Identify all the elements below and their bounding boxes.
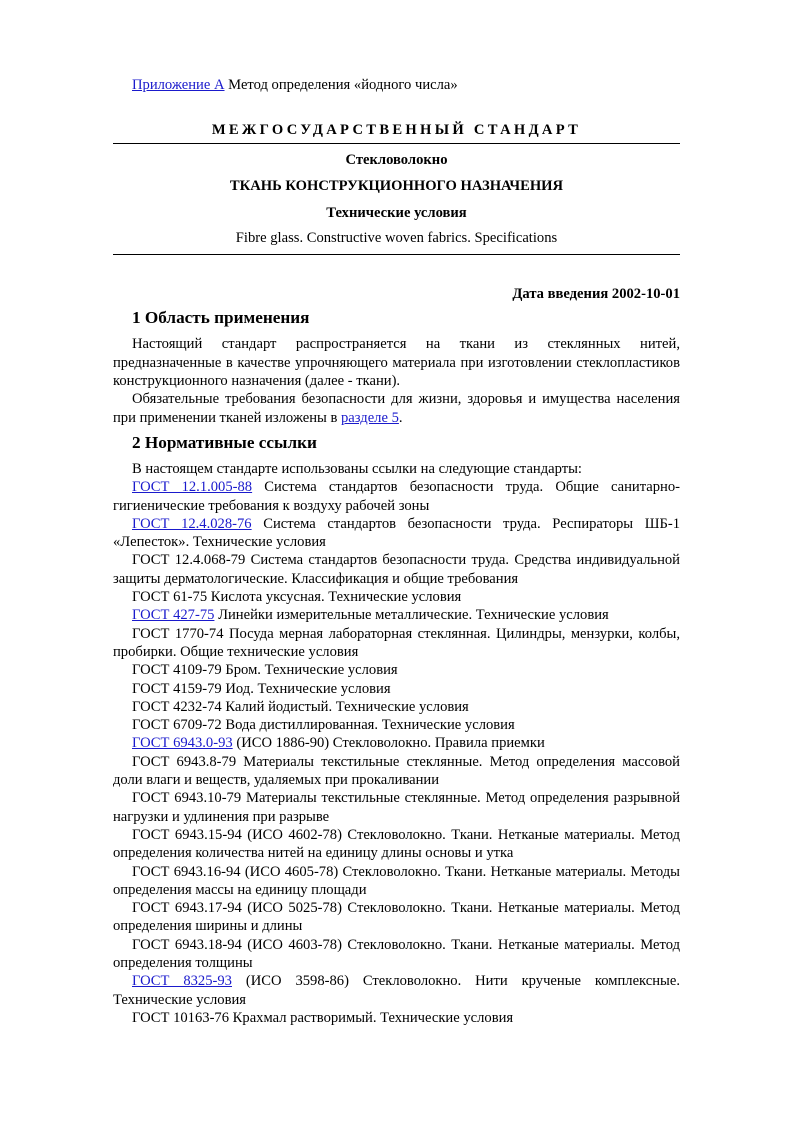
- reference-text: ГОСТ 6943.17-94 (ИСО 5025-78) Стекловолокно. Ткани. Нетканые материалы. Метод определения ширины и длины: [113, 900, 680, 935]
- section-2-intro: В настоящем стандарте использованы ссылки на следующие стандарты:: [132, 460, 582, 477]
- appendix-line: [132, 76, 680, 94]
- title-material: Стекловолокно: [345, 152, 448, 168]
- reference-item: [113, 863, 680, 900]
- reference-text: ГОСТ 6943.18-94 (ИСО 4603-78) Стекловолокно. Ткани. Нетканые материалы. Метод определения толщины: [113, 936, 680, 971]
- section-5-link[interactable]: разделе 5: [341, 409, 399, 426]
- reference-item: [113, 478, 680, 515]
- reference-item: [113, 625, 680, 662]
- reference-item: [113, 899, 680, 936]
- reference-text: ГОСТ 12.4.068-79 Система стандартов безопасности труда. Средства индивидуальной защиты дерматологические. Классификация и общие требования: [113, 552, 680, 587]
- reference-item: [113, 551, 680, 588]
- title-main: ТКАНЬ КОНСТРУКЦИОННОГО НАЗНАЧЕНИЯ: [229, 178, 564, 195]
- reference-text: Система стандартов безопасности труда. Общие санитарно-гигиенические требования к воздуху рабочей зоны: [113, 479, 680, 514]
- reference-text: Линейки измерительные металлические. Технические условия: [214, 607, 609, 624]
- reference-text: ГОСТ 6709-72 Вода дистиллированная. Технические условия: [132, 717, 515, 734]
- reference-item: [113, 680, 680, 698]
- reference-item: [113, 972, 680, 1009]
- reference-text: ГОСТ 4232-74 Калий йодистый. Технические условия: [132, 698, 469, 715]
- reference-text: Система стандартов безопасности труда. Респираторы ШБ-1 «Лепесток». Технические условия: [113, 515, 680, 551]
- bottom-divider: [113, 254, 680, 255]
- title-specifications: Технические условия: [326, 204, 467, 221]
- appendix-a-link[interactable]: Приложение А: [132, 77, 225, 93]
- reference-link[interactable]: ГОСТ 8325-93: [132, 973, 232, 990]
- standard-type-title: МЕЖГОСУДАРСТВЕННЫЙ СТАНДАРТ: [211, 122, 582, 138]
- normative-references-list: [113, 478, 680, 1027]
- reference-link[interactable]: ГОСТ 12.1.005-88: [132, 479, 253, 496]
- reference-text: ГОСТ 6943.8-79 Материалы текстильные стеклянные. Метод определения массовой доли влаги и веществ, удаляемых при прокаливании: [113, 753, 680, 789]
- section-1-heading: 1 Область применения: [132, 308, 310, 328]
- section-1-paragraph-2-end: .: [398, 409, 403, 426]
- reference-text: (ИСО 1886-90) Стекловолокно. Правила приемки: [232, 735, 545, 752]
- reference-item: [113, 588, 680, 606]
- reference-item: [113, 826, 680, 863]
- reference-item: [113, 936, 680, 973]
- reference-text: ГОСТ 1770-74 Посуда мерная лабораторная стеклянная. Цилиндры, мензурки, колбы, пробирки. Общие технические условия: [113, 625, 680, 660]
- section-1-paragraph-2: [113, 390, 680, 427]
- reference-item: [113, 698, 680, 716]
- reference-item: [113, 515, 680, 552]
- reference-text: ГОСТ 61-75 Кислота уксусная. Технические условия: [132, 589, 462, 606]
- reference-item: [113, 789, 680, 826]
- reference-item: [113, 606, 680, 624]
- reference-text: ГОСТ 6943.16-94 (ИСО 4605-78) Стекловолокно. Ткани. Нетканые материалы. Методы определения массы на единицу площади: [113, 863, 680, 898]
- reference-text: ГОСТ 4109-79 Бром. Технические условия: [132, 662, 398, 679]
- reference-text: ГОСТ 4159-79 Иод. Технические условия: [132, 680, 391, 697]
- appendix-a-title: Метод определения «йодного числа»: [224, 77, 458, 93]
- section-1-paragraph-1: Настоящий стандарт распространяется на ткани из стеклянных нитей, предназначенные в качестве упрочняющего материала при изготовлении стеклопластиков конструкционного назначения (далее - ткани).: [113, 336, 680, 390]
- reference-item: [113, 1009, 680, 1027]
- reference-link[interactable]: ГОСТ 427-75: [132, 607, 215, 624]
- reference-item: [113, 661, 680, 679]
- reference-text: ГОСТ 10163-76 Крахмал растворимый. Технические условия: [132, 1009, 514, 1026]
- title-english: Fibre glass. Constructive woven fabrics. Specifications: [235, 229, 558, 246]
- reference-link[interactable]: ГОСТ 12.4.028-76: [132, 515, 252, 532]
- section-2-heading: 2 Нормативные ссылки: [132, 432, 317, 452]
- reference-text: ГОСТ 6943.10-79 Материалы текстильные стеклянные. Метод определения разрывной нагрузки и удлинения при разрыве: [113, 790, 680, 825]
- reference-item: [113, 734, 680, 752]
- reference-item: [113, 716, 680, 734]
- section-1-paragraph-2-text: Обязательные требования безопасности для жизни, здоровья и имущества населения при применении тканей изложены в: [113, 391, 680, 426]
- top-divider: [113, 143, 680, 144]
- introduction-date: Дата введения 2002-10-01: [512, 286, 680, 303]
- reference-text: ГОСТ 6943.15-94 (ИСО 4602-78) Стекловолокно. Ткани. Нетканые материалы. Метод определения количества нитей на единицу длины основы и утка: [113, 826, 680, 862]
- reference-link[interactable]: ГОСТ 6943.0-93: [132, 735, 233, 752]
- document-content: [113, 76, 680, 1027]
- reference-text: (ИСО 3598-86) Стекловолокно. Нити крученые комплексные. Технические условия: [113, 973, 680, 1008]
- reference-item: [113, 753, 680, 790]
